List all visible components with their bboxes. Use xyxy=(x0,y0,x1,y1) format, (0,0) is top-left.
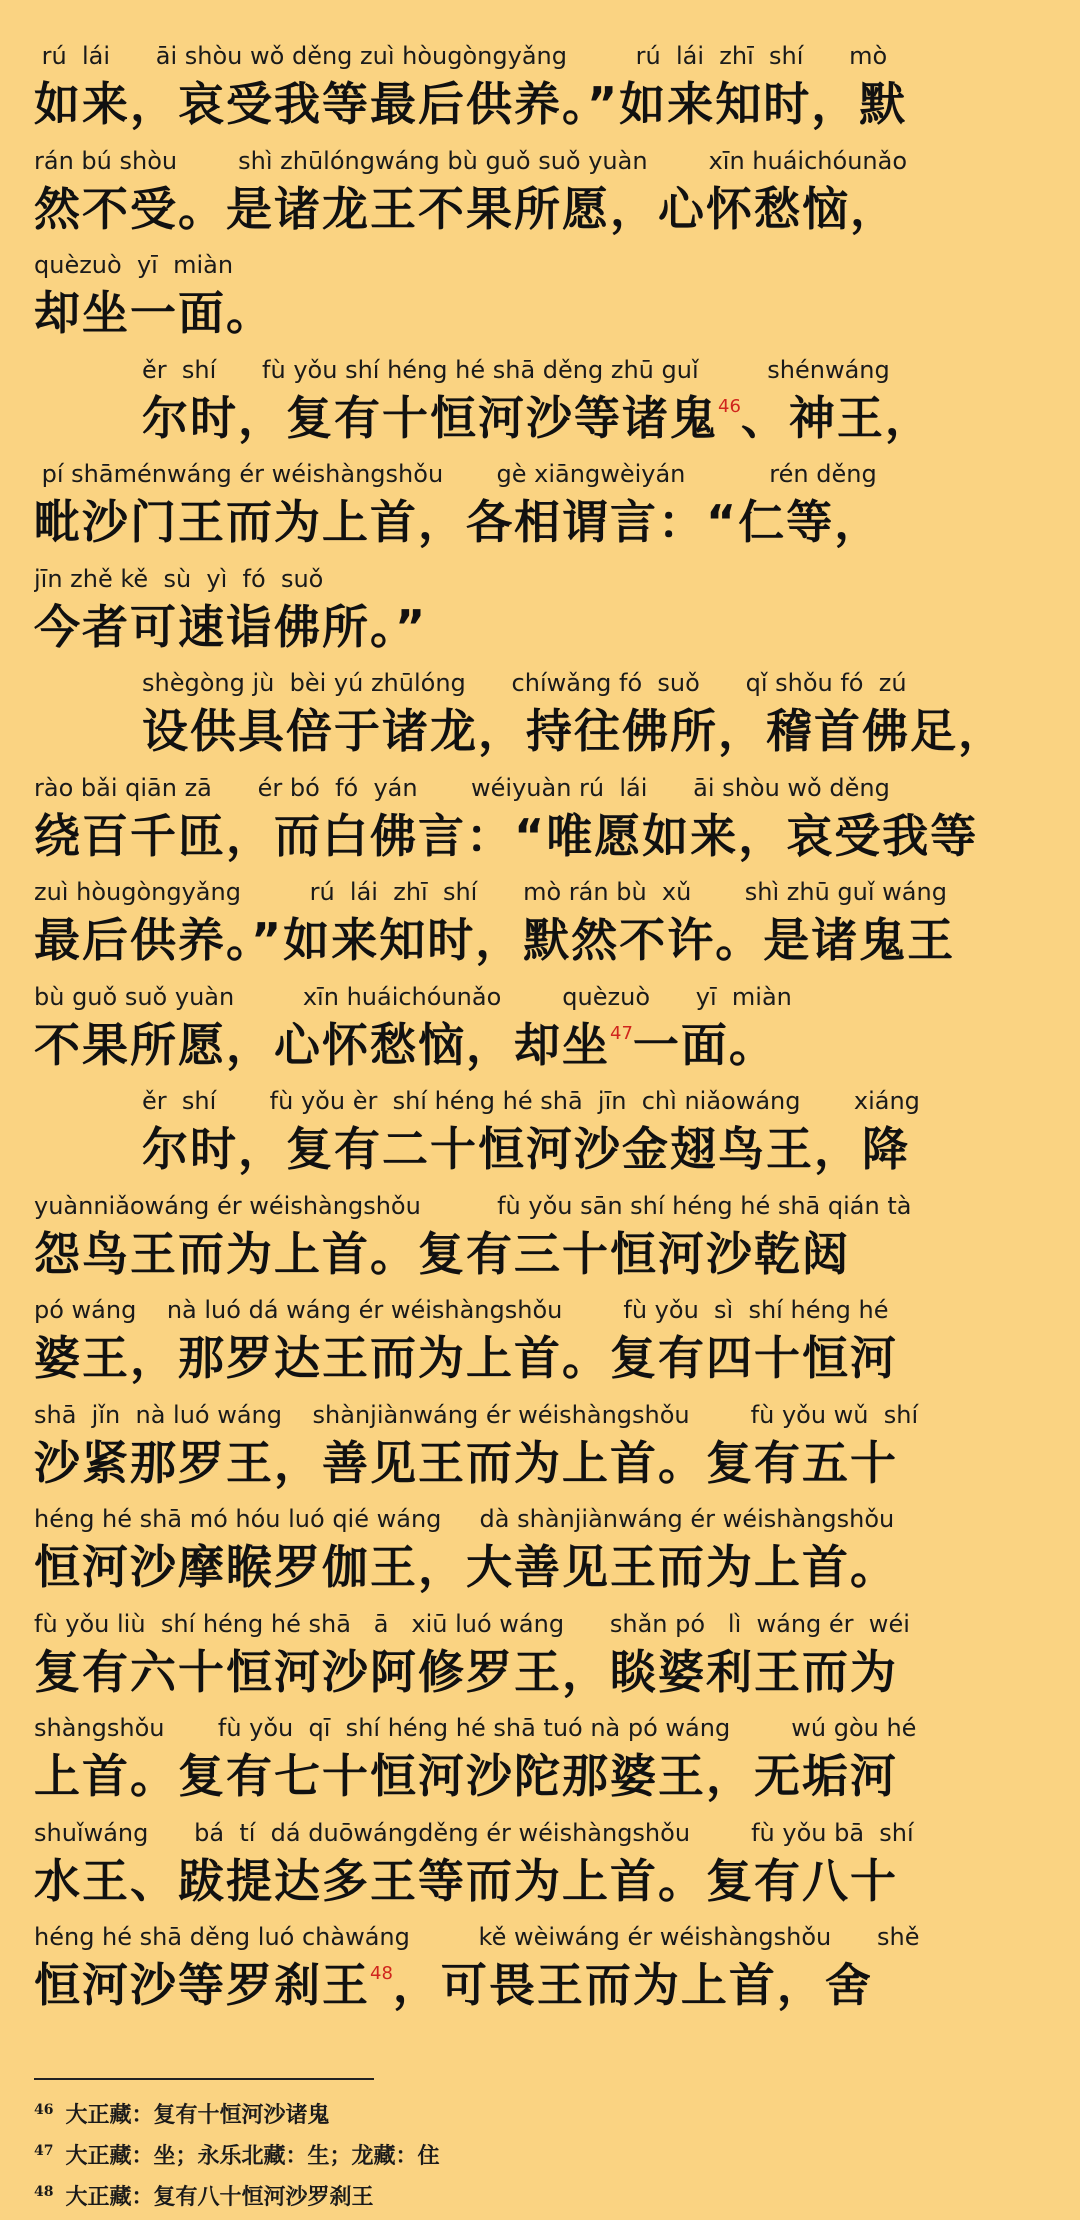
hanzi-row: 上首。复有七十恒河沙陀那婆王，无垢河 xyxy=(34,1749,898,1803)
verse-line xyxy=(34,663,1046,768)
pinyin-row: jīn zhě kě sù yì fó suǒ xyxy=(34,564,324,593)
footnote-number: 47 xyxy=(34,2143,54,2159)
verse-line xyxy=(34,141,1046,246)
footnote-marker[interactable]: 48 xyxy=(370,1963,393,1984)
footnote-marker[interactable]: 46 xyxy=(718,395,741,417)
footnote-item xyxy=(34,2133,1034,2174)
verse-line xyxy=(34,1604,1046,1709)
pinyin-row: rú lái āi shòu wǒ děng zuì hòugòngyǎng rú lái zhī shí mò xyxy=(34,42,888,70)
hanzi-text: 不果所愿，心怀愁恼，却坐 xyxy=(34,1017,610,1072)
hanzi-row: 沙紧那罗王，善见王而为上首。复有五十 xyxy=(34,1435,898,1490)
pinyin-row: yuànniǎowáng ér wéishàngshǒu fù yǒu sān shí héng hé shā qián tà xyxy=(34,1191,912,1220)
pinyin-row: héng hé shā děng luó chàwáng kě wèiwáng ér wéishàngshǒu shě xyxy=(34,1923,920,1951)
hanzi-text-tail: ，可畏王而为上首，舍 xyxy=(392,1958,873,2012)
pinyin-row: bù guǒ suǒ yuàn xīn huáichóunǎo quèzuò yī miàn xyxy=(34,982,792,1011)
verse-line xyxy=(34,768,1046,873)
pinyin-row: shuǐwáng bá tí dá duōwángděng ér wéishàngshǒu fù yǒu bā shí xyxy=(34,1818,914,1847)
hanzi-row: 恒河沙摩睺罗伽王，大善见王而为上首。 xyxy=(34,1540,898,1594)
footnote-divider xyxy=(34,2078,374,2080)
verse-line xyxy=(34,1290,1046,1395)
pinyin-row: shègòng jù bèi yú zhūlóng chíwǎng fó suǒ qǐ shǒu fó zú xyxy=(142,669,907,697)
footnote-item xyxy=(34,2174,1034,2215)
hanzi-row: 今者可速诣佛所。” xyxy=(34,599,428,654)
pinyin-row: rán bú shòu shì zhūlóngwáng bù guǒ suǒ yuàn xīn huáichóunǎo xyxy=(34,146,907,175)
footnote-text: 大正藏：复有十恒河沙诸鬼 xyxy=(65,2102,330,2128)
hanzi-row: 却坐一面。 xyxy=(34,286,274,340)
verse-line xyxy=(34,1917,1046,2022)
footnote-marker[interactable]: 47 xyxy=(610,1022,633,1044)
pinyin-row: shàngshǒu fù yǒu qī shí héng hé shā tuó nà pó wáng wú gòu hé xyxy=(34,1714,917,1742)
scripture-body xyxy=(34,36,1046,2022)
verse-line xyxy=(34,350,1046,455)
pinyin-row: quèzuò yī miàn xyxy=(34,251,234,279)
pinyin-row: pí shāménwáng ér wéishàngshǒu gè xiāngwèiyán rén děng xyxy=(34,460,877,488)
hanzi-row: 如来，哀受我等最后供养。”如来知时，默 xyxy=(34,77,908,131)
hanzi-row: 怨鸟王而为上首。复有三十恒河沙乾闼 xyxy=(34,1226,850,1281)
hanzi-row: 设供具倍于诸龙，持往佛所，稽首佛足， xyxy=(142,704,1006,758)
pinyin-row: shā jǐn nà luó wáng shànjiànwáng ér wéishàngshǒu fù yǒu wǔ shí xyxy=(34,1400,919,1429)
hanzi-row: 婆王，那罗达王而为上首。复有四十恒河 xyxy=(34,1331,898,1385)
verse-line xyxy=(34,454,1046,559)
footnote-number: 46 xyxy=(34,2102,54,2118)
pinyin-row: ěr shí fù yǒu shí héng hé shā děng zhū guǐ shénwáng xyxy=(142,355,890,384)
pinyin-row: héng hé shā mó hóu luó qié wáng dà shànjiànwáng ér wéishàngshǒu xyxy=(34,1505,895,1533)
footnote-text: 大正藏：坐；永乐北藏：生；龙藏：住 xyxy=(65,2143,440,2169)
verse-line xyxy=(34,1708,1046,1813)
hanzi-row: 最后供养。”如来知时，默然不许。是诸鬼王 xyxy=(34,913,956,967)
hanzi-row: 复有六十恒河沙阿修罗王，睒婆利王而为 xyxy=(34,1644,898,1699)
footnote-number: 48 xyxy=(34,2184,54,2200)
verse-line xyxy=(34,1081,1046,1186)
hanzi-row: 绕百千匝，而白佛言：“唯愿如来，哀受我等 xyxy=(34,808,979,863)
hanzi-row xyxy=(142,390,1046,454)
hanzi-row xyxy=(34,1957,1046,2021)
verse-line xyxy=(34,559,1046,664)
verse-line xyxy=(34,872,1046,977)
footnote-text: 大正藏：复有八十恒河沙罗刹王 xyxy=(65,2184,374,2210)
verse-line xyxy=(34,36,1046,141)
pinyin-row: zuì hòugòngyǎng rú lái zhī shí mò rán bù xǔ shì zhū guǐ wáng xyxy=(34,878,947,906)
verse-line xyxy=(34,1813,1046,1918)
pinyin-row: pó wáng nà luó dá wáng ér wéishàngshǒu fù yǒu sì shí héng hé xyxy=(34,1296,889,1324)
hanzi-text: 恒河沙等罗刹王 xyxy=(34,1958,370,2012)
pinyin-row: rào bǎi qiān zā ér bó fó yán wéiyuàn rú lái āi shòu wǒ děng xyxy=(34,773,890,802)
hanzi-row: 毗沙门王而为上首，各相谓言：“仁等， xyxy=(34,495,883,549)
verse-line xyxy=(34,1395,1046,1500)
verse-line xyxy=(34,977,1046,1082)
verse-line xyxy=(34,1186,1046,1291)
hanzi-text: 尔时，复有十恒河沙等诸鬼 xyxy=(142,390,718,445)
hanzi-text-tail: 一面。 xyxy=(632,1017,777,1072)
verse-line xyxy=(34,245,1046,350)
hanzi-row xyxy=(34,1017,1046,1081)
hanzi-row: 尔时，复有二十恒河沙金翅鸟王，降 xyxy=(142,1122,910,1176)
hanzi-row: 水王、跋提达多王等而为上首。复有八十 xyxy=(34,1853,898,1908)
hanzi-row: 然不受。是诸龙王不果所愿，心怀愁恼， xyxy=(34,181,898,236)
hanzi-text-tail: 、神王， xyxy=(740,390,933,445)
verse-line xyxy=(34,1499,1046,1604)
pinyin-row: ěr shí fù yǒu èr shí héng hé shā jīn chì niǎowáng xiáng xyxy=(142,1087,920,1115)
pinyin-row: fù yǒu liù shí héng hé shā ā xiū luó wáng shǎn pó lì wáng ér wéi xyxy=(34,1609,910,1638)
footnotes xyxy=(34,2092,1034,2215)
footnote-item xyxy=(34,2092,1034,2133)
